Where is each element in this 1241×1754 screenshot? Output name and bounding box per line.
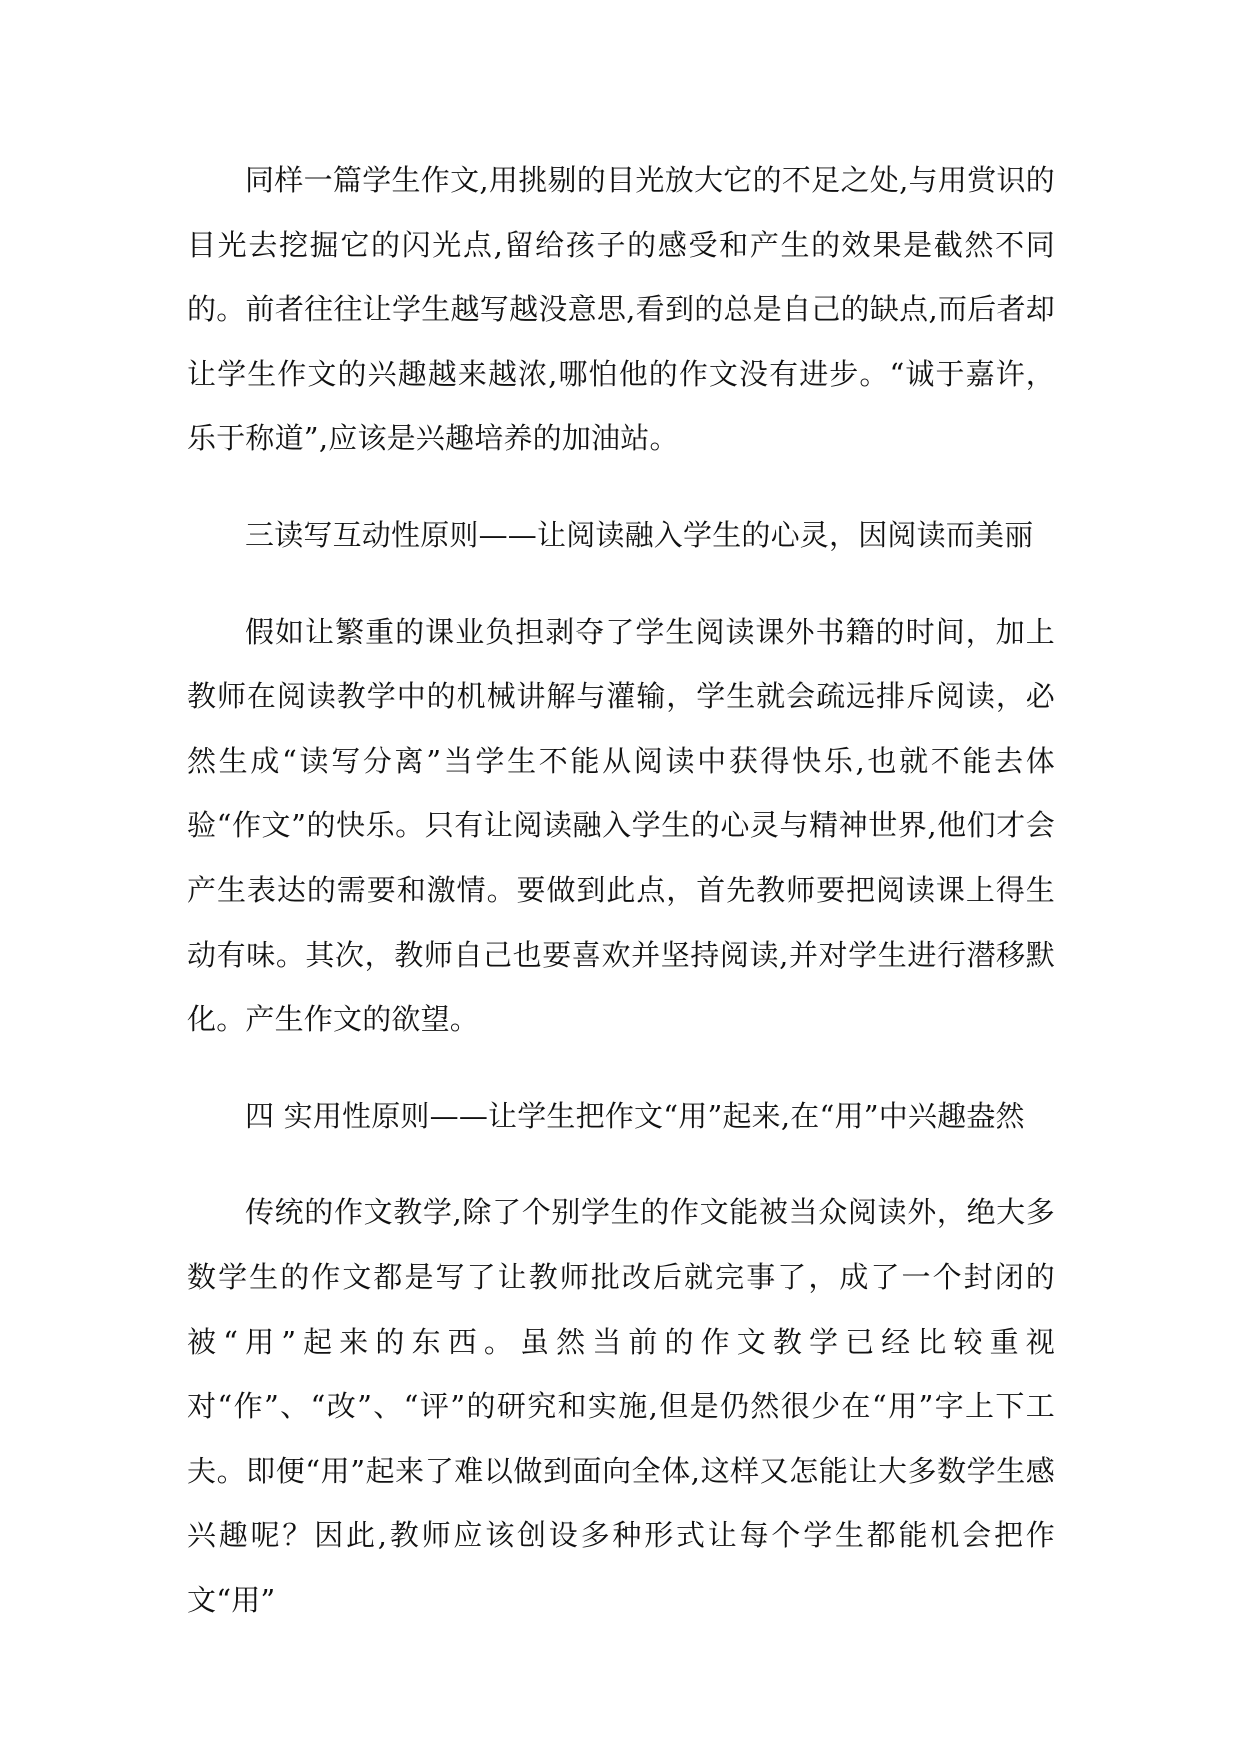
paragraph-traditional-teaching: 传统的作文教学,除了个别学生的作文能被当众阅读外，绝大多数学生的作文都是写了让教师批改后就完事了，成了一个封闭的被“用”起来的东西。虽然当前的作文教学已经比较重视对“作”、“改”、“评”的研究和实施,但是仍然很少在“用”字上下工夫。即便“用”起来了难以做到面向全体,这样又怎能让大多数学生感 兴趣呢？因此,教师应该创设多种形式让每个学生都能机会把作文“用”: [187, 1195, 1055, 1617]
paragraph-reading: 假如让繁重的课业负担剥夺了学生阅读课外书籍的时间，加上教师在阅读教学中的机械讲解与灌输，学生就会疏远排斥阅读，必然生成“读写分离”当学生不能从阅读中获得快乐,也就不能去体验“作文”的快乐。只有让阅读融入学生的心灵与精神世界,他们才会产生表达的需要和激情。要做到此点，首先教师要把阅读课上得生动有味。其次，教师自己也要喜欢并坚持阅读,并对学生进行潜移默化。产生作文的欲望。: [187, 614, 1055, 1037]
section-heading-reading-writing: 三读写互动性原则——让阅读融入学生的心灵，因阅读而美丽: [245, 517, 1034, 552]
paragraph-appreciation: 同样一篇学生作文,用挑剔的目光放大它的不足之处,与用赏识的目光去挖掘它的闪光点,留给孩子的感受和产生的效果是截然不同的。前者往往让学生越写越没意思,看到的总是自己的缺点,而后者却让学生作文的兴趣越来越浓,哪怕他的作文没有进步。“诚于嘉许，乐于称道”,应该是兴趣培养的加油站。: [187, 163, 1055, 456]
document-page: [187, 148, 1055, 1632]
section-heading-practicality: 四 实用性原则——让学生把作文“用”起来,在“用”中兴趣盎然: [245, 1098, 1025, 1133]
